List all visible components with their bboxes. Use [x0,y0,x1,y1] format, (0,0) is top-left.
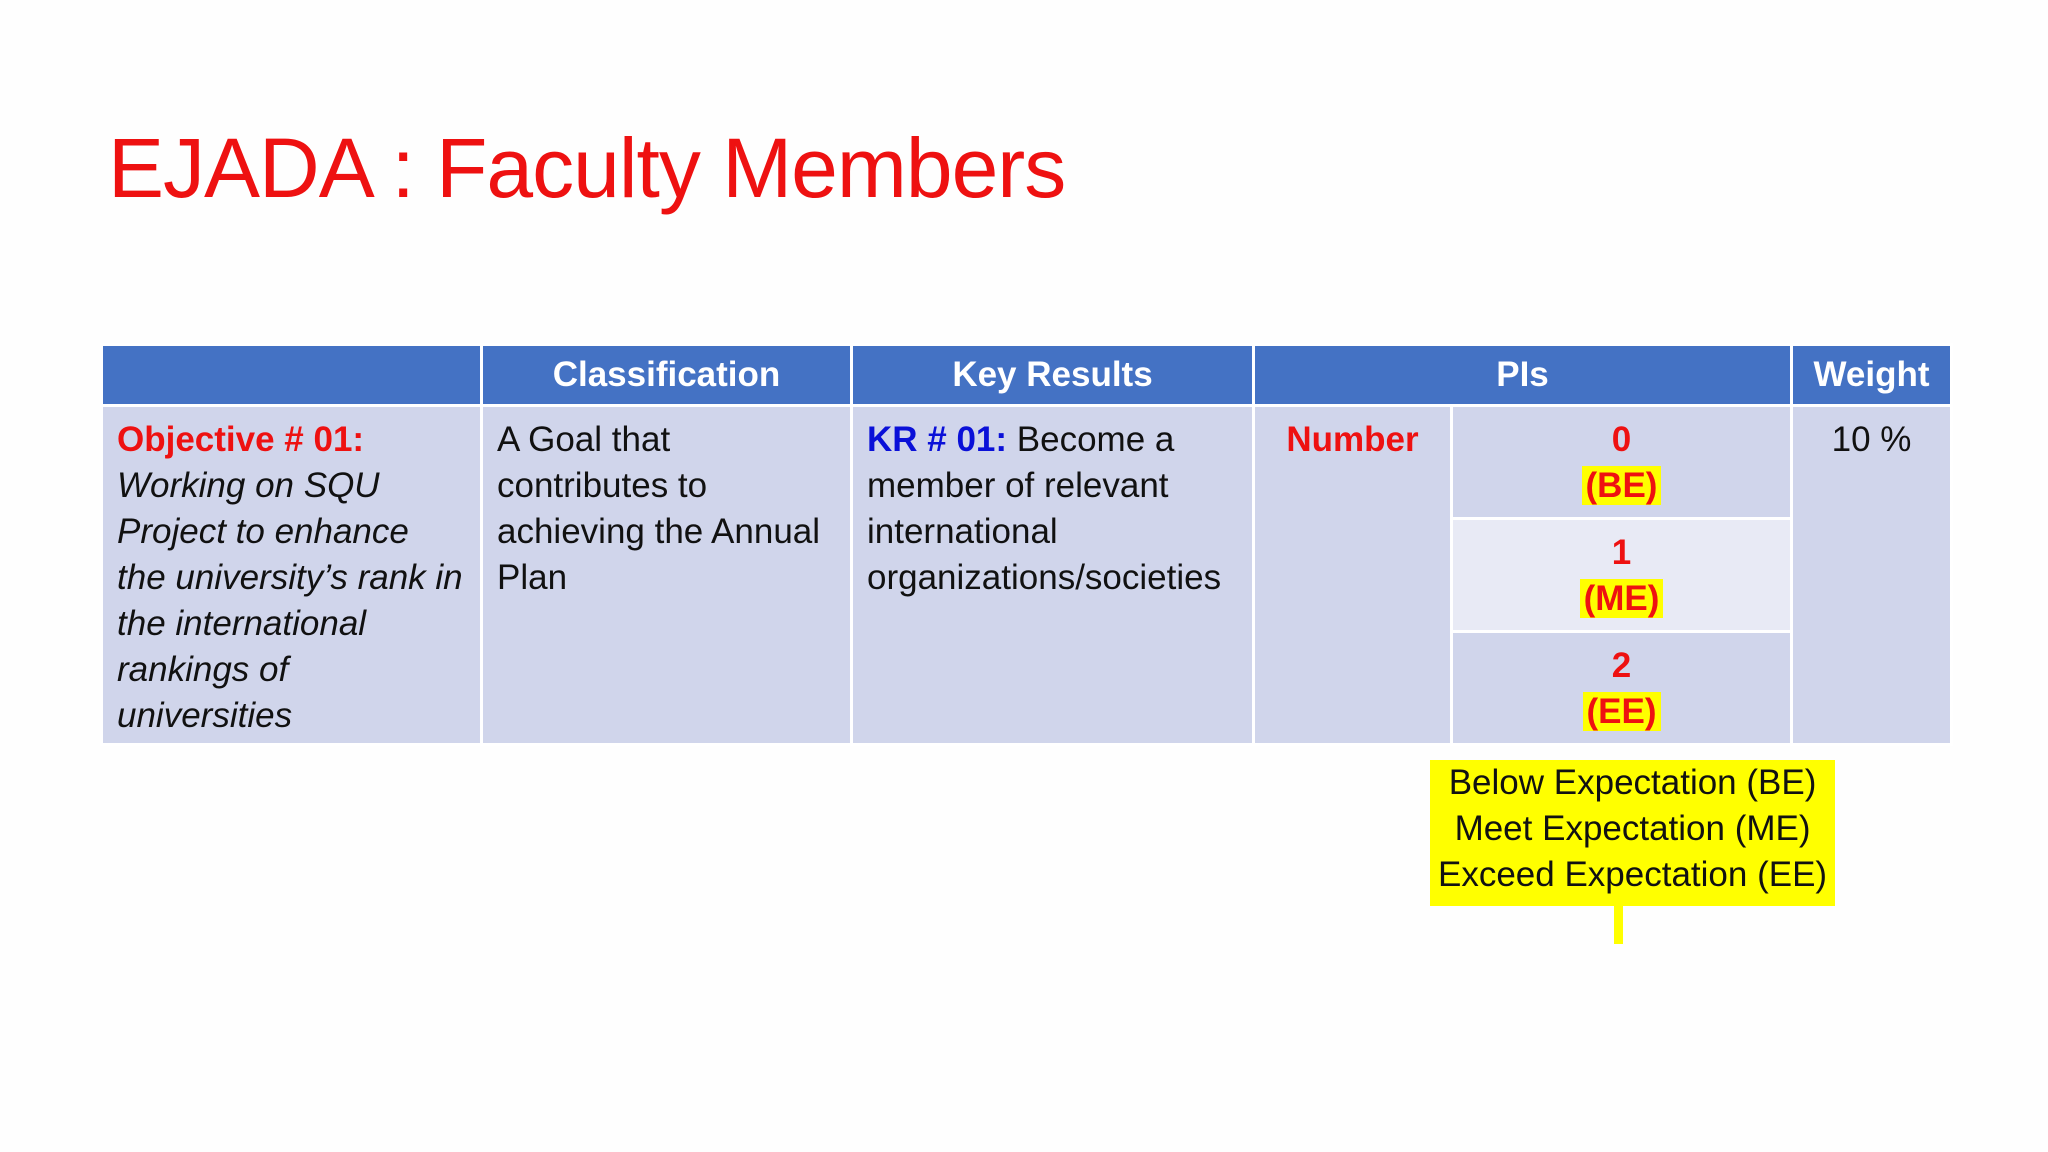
legend-item-me: Meet Expectation (ME) [1454,809,1811,848]
pi-level-tag: (EE) [1583,692,1661,731]
pi-level-tag: (BE) [1582,466,1662,505]
pi-type-cell [1254,406,1452,745]
kr-label: KR # 01: [867,420,1008,459]
weight-value: 10 % [1831,420,1912,459]
pi-level-ee [1452,632,1792,745]
header-weight: Weight [1792,345,1952,406]
header-objective [102,345,482,406]
weight-cell [1792,406,1952,745]
objective-cell [102,406,482,745]
pi-level-value: 2 [1611,646,1632,685]
expectation-legend [1430,760,1835,906]
legend-item-be: Below Expectation (BE) [1448,763,1817,802]
table-header-row [102,345,1952,406]
classification-text: A Goal that contributes to achieving the Annual Plan [497,420,821,597]
legend-highlight-mark [1614,896,1623,944]
classification-cell [482,406,852,745]
okr-table [100,343,1953,746]
pi-level-tag: (ME) [1580,579,1664,618]
pi-level-value: 1 [1611,533,1632,572]
slide-title: EJADA : Faculty Members [108,121,1066,215]
header-key-results: Key Results [852,345,1254,406]
pi-level-value: 0 [1611,420,1632,459]
key-result-cell [852,406,1254,745]
header-pis: PIs [1254,345,1792,406]
kr-text: Become a member of relevant international organizations/societies [867,420,1222,597]
objective-label: Objective # 01: [117,420,365,459]
pi-level-be [1452,406,1792,519]
table-row [102,406,1952,519]
legend-item-ee: Exceed Expectation (EE) [1438,855,1828,894]
pi-type: Number [1286,420,1419,459]
pi-level-me [1452,519,1792,632]
header-classification: Classification [482,345,852,406]
objective-text: Working on SQU Project to enhance the university’s rank in the international rankings of universities [117,466,463,735]
